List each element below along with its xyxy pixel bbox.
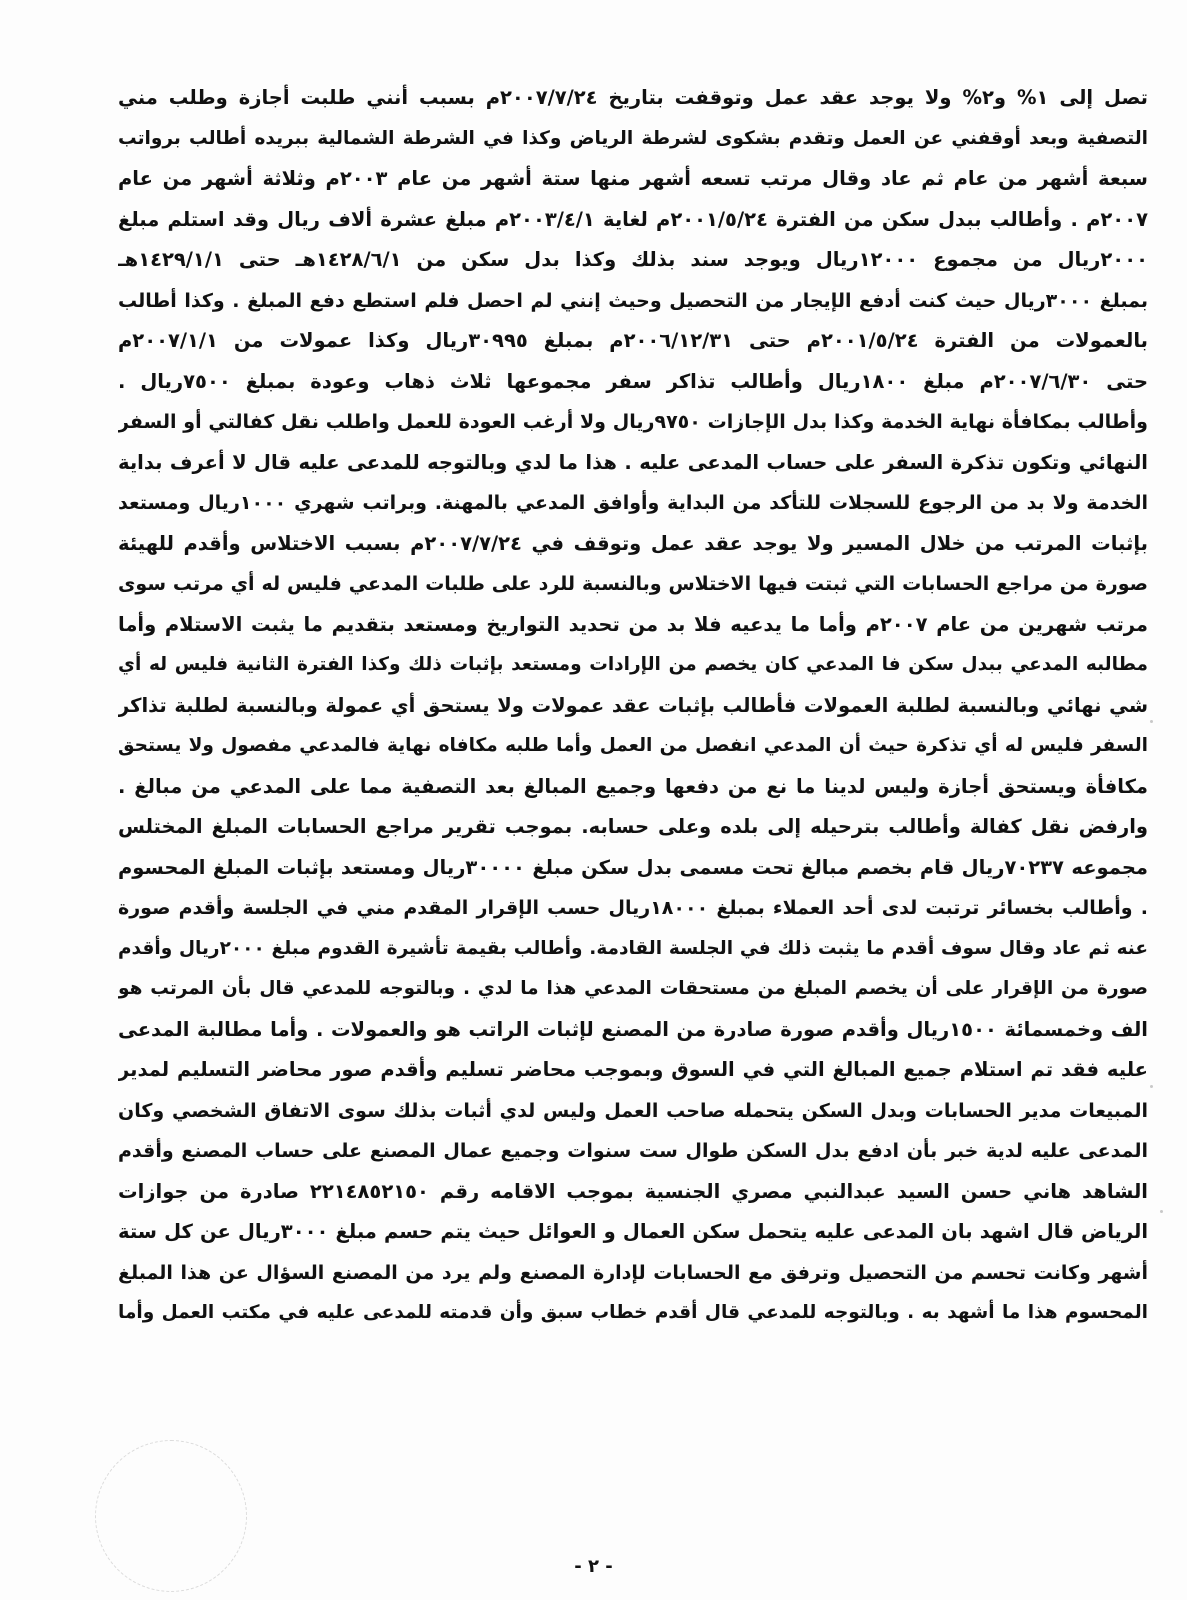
document-body — [118, 78, 1148, 1334]
text-line: النهائي وتكون تذكرة السفر على حساب المدعى عليه . هذا ما لدي وبالتوجه للمدعى عليه قال لا أعرف بداية — [118, 450, 1148, 474]
text-line: بمبلغ ٣٠٠٠ريال حيث كنت أدفع الإيجار من التحصيل وحيث إنني لم احصل فلم استطع دفع المبلغ . وكذا أطالب — [118, 289, 1148, 312]
text-line: مرتب شهرين من عام ٢٠٠٧م وأما ما يدعيه فلا بد من تحديد التواريخ ومستعد بتقديم ما يثبت الاستلام وأما — [118, 612, 1148, 636]
text-line: شي نهائي وبالنسبة لطلبة العمولات فأطالب بإثبات عقد عمولات ولا يستحق أي عمولة وبالنسبة لطلبة تذاكر — [118, 693, 1148, 717]
text-line: بالعمولات من الفترة ٢٠٠١/٥/٢٤م حتى ٢٠٠٦/١٢/٣١م بمبلغ ٣٠٩٩٥ريال وكذا عمولات من ٢٠٠٧/١/١م — [118, 329, 1148, 352]
text-line: وأطالب بمكافأة نهاية الخدمة وكذا بدل الإجازات ٩٧٥٠ريال ولا أرغب العودة للعمل واطلب نقل كفالتي أو السفر — [118, 411, 1148, 433]
scan-speck — [1160, 1210, 1163, 1213]
text-line: . وأطالب بخسائر ترتبت لدى أحد العملاء بمبلغ ١٨٠٠٠ريال حسب الإقرار المقدم مني في الجلسة وأقدم صورة — [118, 897, 1148, 919]
text-line: حتى ٢٠٠٧/٦/٣٠م مبلغ ١٨٠٠ريال وأطالب تذاكر سفر مجموعها ثلاث ذهاب وعودة بمبلغ ٧٥٠٠ريال . — [118, 369, 1148, 393]
text-line: الخدمة ولا بد من الرجوع للسجلات للتأكد من البداية وأوافق المدعي بالمهنة. وبراتب شهري ١٠٠٠ريال ومستعد — [118, 492, 1148, 514]
scan-speck — [1150, 1085, 1153, 1088]
text-line: الشاهد هاني حسن السيد عبدالنبي مصري الجنسية بموجب الاقامه رقم ٢٢١٤٨٥٢١٥٠ صادرة من جوازات — [118, 1179, 1148, 1203]
text-line: مكافأة ويستحق أجازة وليس لدينا ما نع من دفعها وجميع المبالغ بعد التصفية مما على المدعي من مبالغ . — [118, 774, 1148, 798]
text-line: ٢٠٠٠ريال من مجموع ١٢٠٠٠ريال ويوجد سند بذلك وكذا بدل سكن من ١٤٢٨/٦/١هـ حتى ١٤٢٩/١/١هـ — [118, 248, 1148, 271]
text-line: السفر فليس له أي تذكرة حيث أن المدعي انفصل من العمل وأما طلبه مكافاه نهاية فالمدعي مفصول ولا يستحق — [118, 735, 1148, 756]
text-line: الف وخمسمائة ١٥٠٠ريال وأقدم صورة صادرة من المصنع لإثبات الراتب هو والعمولات . وأما مطالبة المدعى — [118, 1017, 1148, 1041]
text-line: أشهر وكانت تحسم من التحصيل وترفق مع الحسابات لإدارة المصنع ولم يرد من المصنع السؤال عن هذا المبلغ — [118, 1261, 1148, 1284]
page-number: - ٢ - — [574, 1556, 613, 1577]
text-line: وارفض نقل كفالة وأطالب بترحيله إلى بلده وعلى حسابه. بموجب تقرير مراجع الحسابات المبلغ المختلس — [118, 815, 1148, 838]
text-line: عليه فقد تم استلام جميع المبالغ التي في السوق وبموجب محاضر تسليم وأقدم صور محاضر التسليم لمدير — [118, 1058, 1148, 1081]
text-line: المحسوم هذا ما أشهد به . وبالتوجه للمدعي قال أقدم خطاب سبق وأن قدمته للمدعى عليه في مكتب العمل وأما — [118, 1302, 1148, 1323]
text-line: صورة من مراجع الحسابات التي ثبتت فيها الاختلاس وبالنسبة للرد على طلبات المدعي فليس له أي مرتب سوى — [118, 573, 1148, 595]
text-line: سبعة أشهر من عام ثم عاد وقال مرتب تسعه أشهر منها ستة أشهر من عام ٢٠٠٣م وثلاثة أشهر من عام — [118, 167, 1148, 190]
text-line: ٢٠٠٧م . وأطالب ببدل سكن من الفترة ٢٠٠١/٥/٢٤م لغاية ٢٠٠٣/٤/١م مبلغ عشرة ألاف ريال وقد استلم مبلغ — [118, 207, 1148, 231]
text-line: صورة من الإقرار على أن يخصم المبلغ من مستحقات المدعي هذا ما لدي . وبالتوجه للمدعي قال بأن المرتب هو — [118, 978, 1148, 999]
text-line: مجموعه ٧٠٢٣٧ريال قام بخصم مبالغ تحت مسمى بدل سكن مبلغ ٣٠٠٠٠ريال ومستعد بإثبات المبلغ المحسوم — [118, 855, 1148, 879]
text-line: التصفية وبعد أوقفني عن العمل وتقدم بشكوى لشرطة الرياض وكذا في الشرطة الشمالية ببريده أطالب برواتب — [118, 127, 1148, 149]
scan-speck — [1150, 720, 1153, 723]
text-line: مطالبه المدعي ببدل سكن فا المدعي كان يخصم من الإرادات ومستعد بإثبات ذلك وكذا الفترة الثانية فليس له أي — [118, 654, 1148, 675]
text-line: بإثبات المرتب من خلال المسير ولا يوجد عقد عمل وتوقف في ٢٠٠٧/٧/٢٤م بسبب الاختلاس وأقدم للهيئة — [118, 531, 1148, 555]
text-line: عنه ثم عاد وقال سوف أقدم ما يثبت ذلك في الجلسة القادمة. وأطالب بقيمة تأشيرة القدوم مبلغ ٢٠٠٠ريال وأقدم — [118, 937, 1148, 959]
text-line: المدعى عليه لدية خبر بأن ادفع بدل السكن طوال ست سنوات وجميع عمال المصنع على حساب المصنع وأقدم — [118, 1140, 1148, 1162]
text-line: المبيعات مدير الحسابات وبدل السكن يتحمله صاحب العمل وليس لدي أثبات بذلك سوى الاتفاق الشخصي وكان — [118, 1099, 1148, 1122]
text-line: الرياض قال اشهد بان المدعى عليه يتحمل سكن العمال و العوائل حيث يتم حسم مبلغ ٣٠٠٠ريال عن كل ستة — [118, 1220, 1148, 1243]
text-line: تصل إلى ١% و٢% ولا يوجد عقد عمل وتوقفت بتاريخ ٢٠٠٧/٧/٢٤م بسبب أنني طلبت أجازة وطلب مني — [118, 86, 1148, 109]
